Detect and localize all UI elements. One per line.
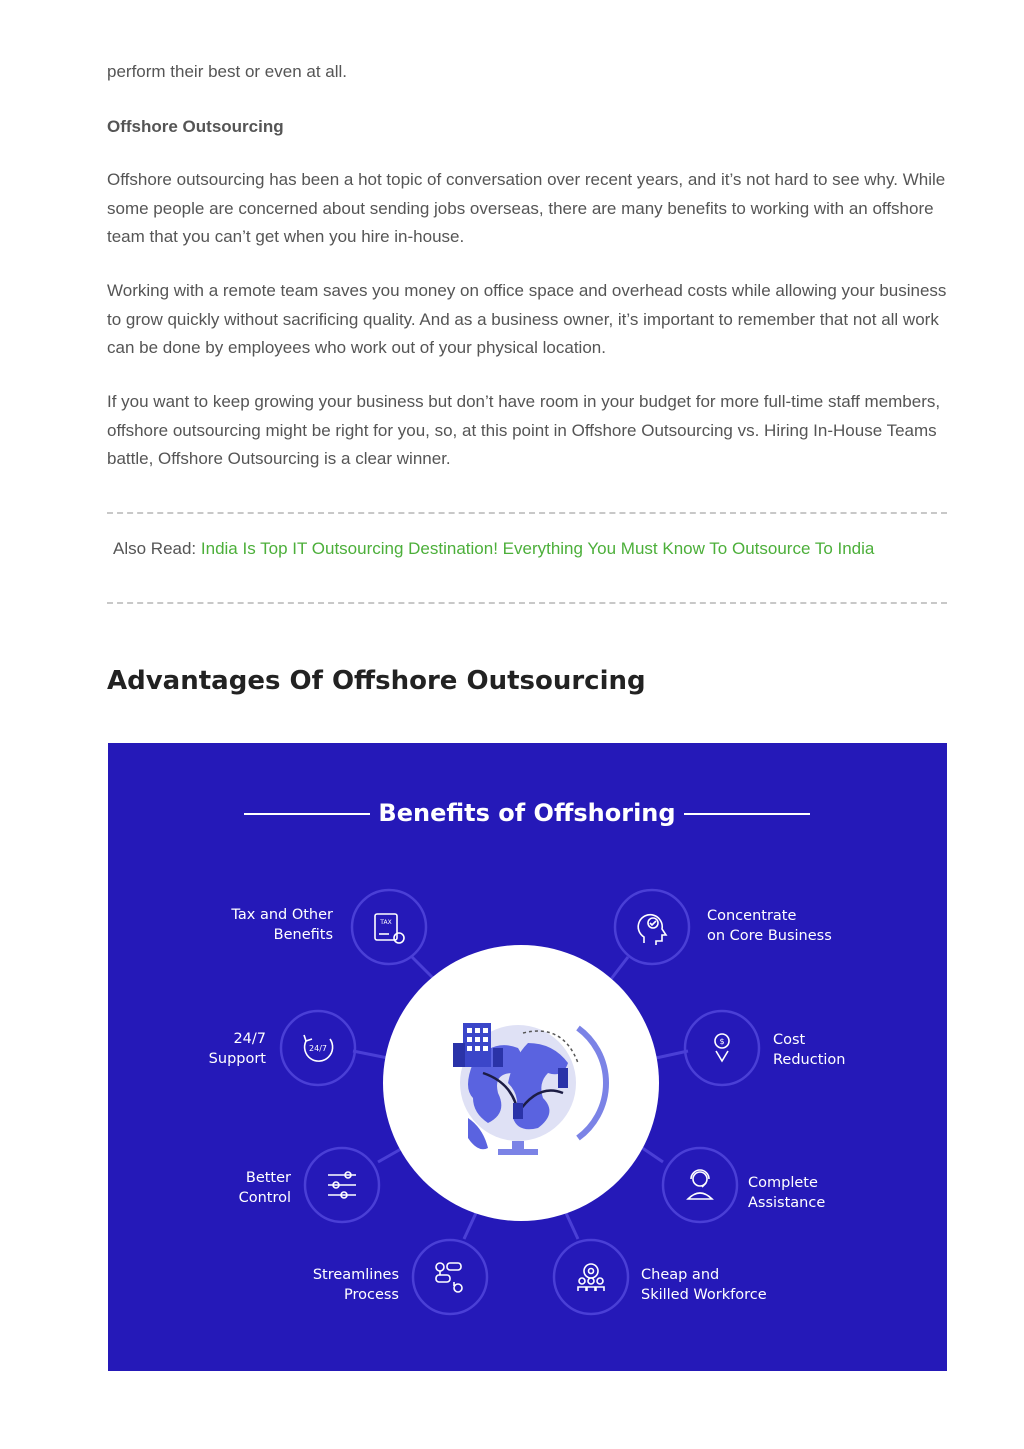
label-control-line2: Control xyxy=(238,1190,291,1206)
label-core-line1: Concentrate xyxy=(707,908,797,924)
offshore-outsourcing-heading: Offshore Outsourcing xyxy=(107,117,284,136)
label-support-line1: 24/7 xyxy=(233,1031,266,1047)
label-assistance-line2: Assistance xyxy=(748,1195,826,1211)
clock-24-7-icon xyxy=(304,1035,333,1061)
label-control-line1: Better xyxy=(245,1170,291,1186)
headset-agent-icon xyxy=(688,1170,712,1199)
also-read-link[interactable]: India Is Top IT Outsourcing Destination! Everything You Must Know To Outsource To India xyxy=(200,539,875,558)
label-process-line2: Process xyxy=(343,1287,399,1303)
tax-document-icon xyxy=(375,914,404,943)
svg-text:TAX: TAX xyxy=(380,919,392,926)
label-workforce-line1: Cheap and xyxy=(641,1267,720,1283)
svg-text:$: $ xyxy=(719,1037,725,1046)
divider-bottom xyxy=(107,602,947,604)
label-support-line2: Support xyxy=(208,1051,266,1067)
paragraph-offshore-intro: Offshore outsourcing has been a hot topic of conversation over recent years, and it’s not hard to see why. While some people are concerned about sending jobs overseas, there are many benefits to working with an offshore team that you can’t get when you hire in-house. xyxy=(107,170,946,246)
team-gear-icon xyxy=(578,1264,604,1291)
also-read-box xyxy=(113,539,874,559)
head-focus-icon xyxy=(638,915,666,945)
label-cost-line1: Cost xyxy=(773,1032,806,1048)
intro-paragraph-tail: perform their best or even at all. xyxy=(107,62,348,81)
label-cost-line2: Reduction xyxy=(773,1052,846,1068)
also-read-label: Also Read: xyxy=(113,539,201,558)
paragraph-conclusion: If you want to keep growing your business but don’t have room in your budget for more full-time staff members, offshore outsourcing might be right for you, so, at this point in Offshore Outsourcing vs. Hiring In-House Teams battle, Offshore Outsourcing is a clear winner. xyxy=(107,392,941,468)
label-core-line2: on Core Business xyxy=(707,928,832,944)
svg-text:24/7: 24/7 xyxy=(309,1044,327,1053)
label-tax-line2: Benefits xyxy=(273,927,333,943)
label-process-line1: Streamlines xyxy=(312,1267,399,1283)
label-workforce-line2: Skilled Workforce xyxy=(641,1287,767,1303)
money-down-icon xyxy=(715,1034,729,1061)
paragraph-remote-team: Working with a remote team saves you money on office space and overhead costs while allowing your business to grow quickly without sacrificing quality. And as a business owner, it’s important to remember that not all work can be done by employees who work out of your physical location. xyxy=(107,281,947,357)
section-title: Advantages Of Offshore Outsourcing xyxy=(107,666,646,696)
label-assistance-line1: Complete xyxy=(748,1175,818,1191)
sliders-icon xyxy=(328,1172,356,1198)
label-tax-line1: Tax and Other xyxy=(231,907,333,923)
divider-top xyxy=(107,512,947,514)
process-flow-icon xyxy=(436,1263,462,1292)
benefits-infographic xyxy=(108,743,947,1371)
infographic-title: Benefits of Offshoring xyxy=(378,799,676,827)
